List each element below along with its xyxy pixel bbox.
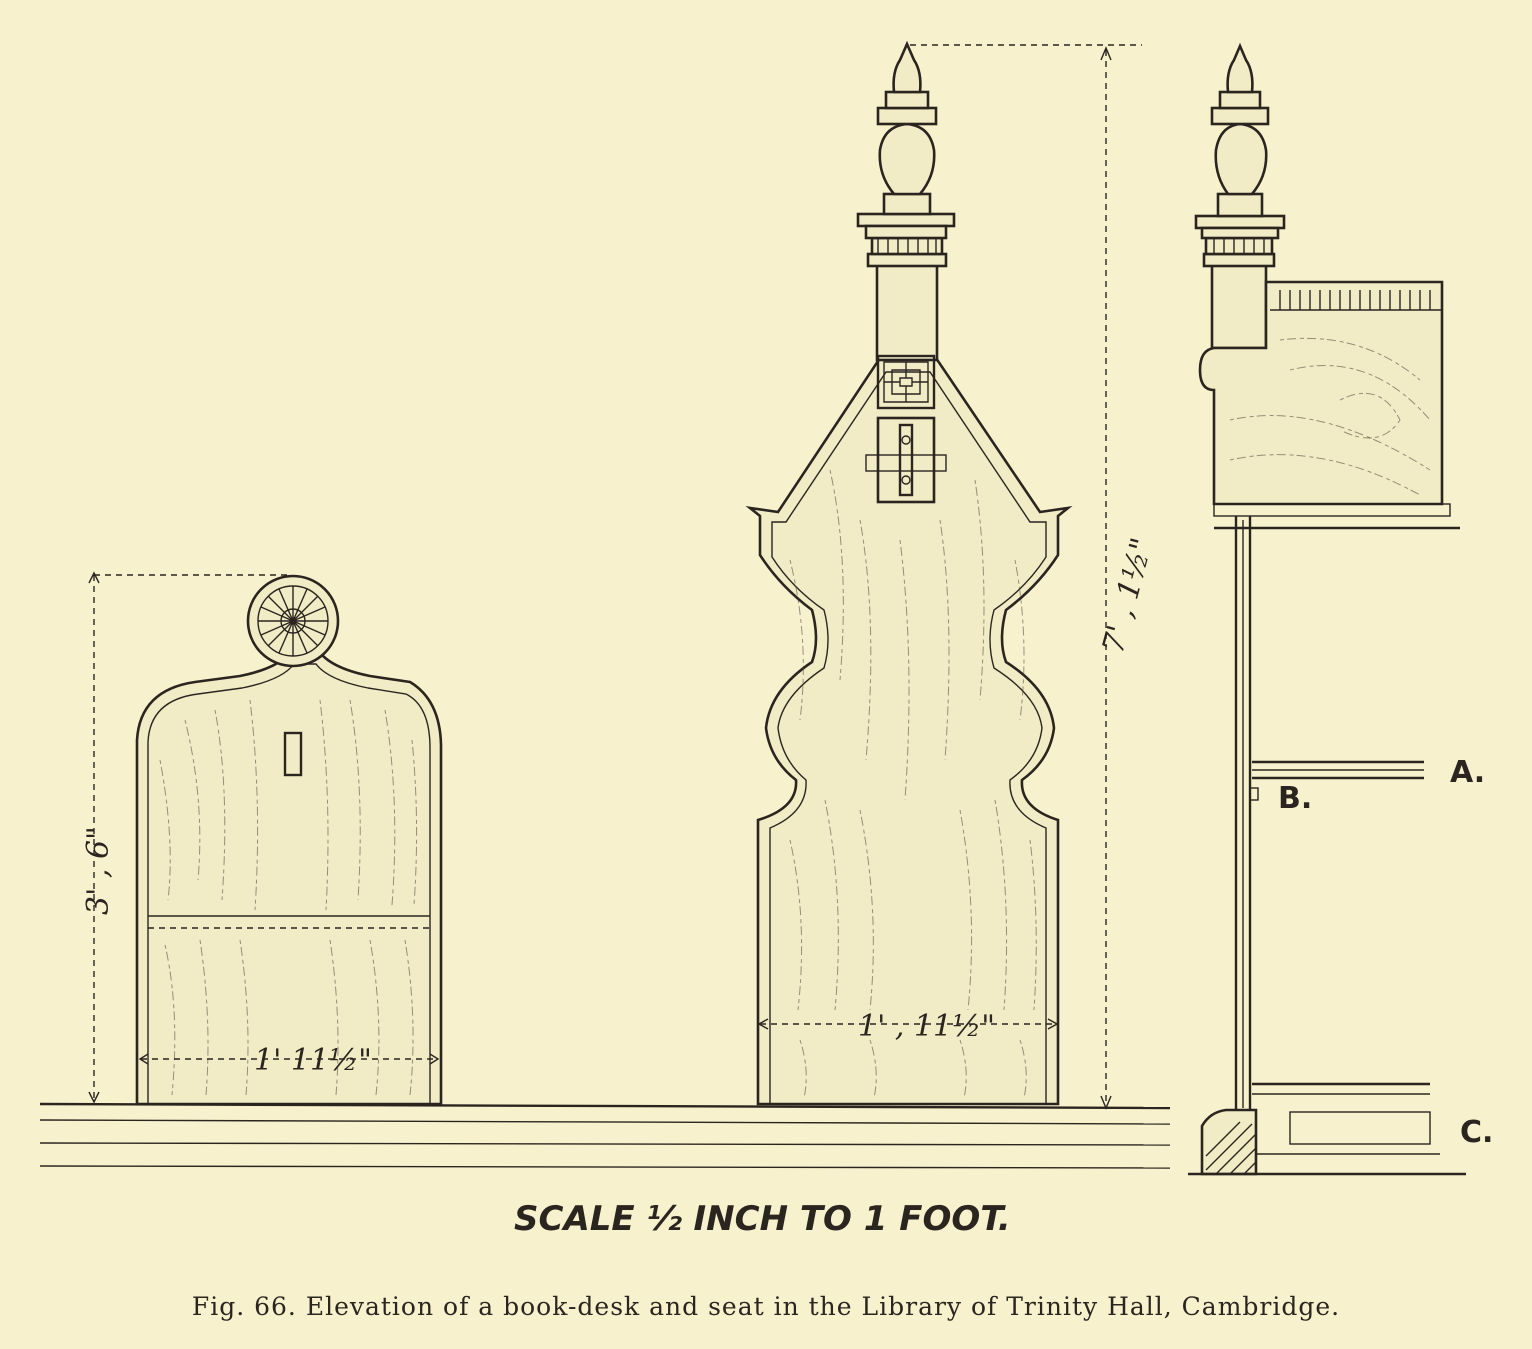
figure-caption: Fig. 66. Elevation of a book-desk and seat in the Library of Trinity Hall, Cambridge. bbox=[191, 1292, 1341, 1321]
section-label-c: C. bbox=[1460, 1115, 1494, 1150]
section-label-b: B. bbox=[1278, 781, 1313, 816]
floor-plinth bbox=[40, 1104, 1170, 1168]
seat-end-panel bbox=[137, 650, 441, 1104]
desk-width-label: 1' , 11½" bbox=[858, 1009, 995, 1044]
lock-plate bbox=[866, 418, 946, 502]
seat-end-elevation bbox=[81, 573, 441, 1104]
desk-height-label: 7' , 1½" bbox=[1095, 534, 1161, 658]
desk-section bbox=[1188, 46, 1493, 1174]
desk-end-elevation bbox=[750, 44, 1160, 1108]
rosette-ornament bbox=[248, 576, 338, 666]
scale-label: SCALE ½ INCH TO 1 FOOT. bbox=[514, 1199, 1011, 1239]
seat-width-label: 1' 11½" bbox=[254, 1043, 372, 1078]
desk-finial bbox=[858, 44, 954, 360]
seat-height-label: 3' , 6" bbox=[81, 826, 116, 915]
section-label-a: A. bbox=[1450, 755, 1486, 790]
